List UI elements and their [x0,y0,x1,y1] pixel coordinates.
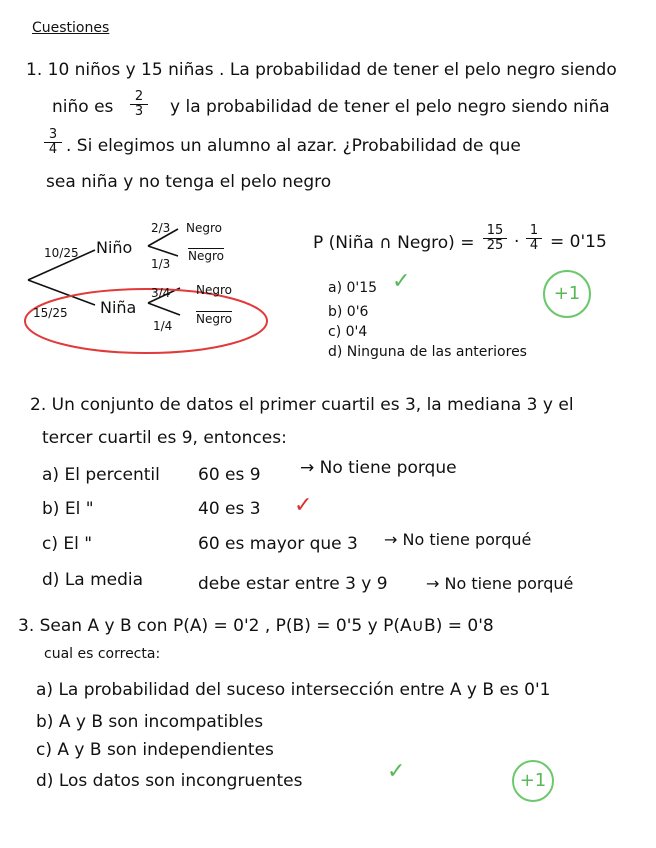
tree-nina-b2-prob: 1/4 [153,319,173,333]
q2-line1: 2. Un conjunto de datos el primer cuartil es 3, la mediana 3 y el [30,395,574,415]
q1-formula-dot: · [514,232,520,252]
q1-formula-result: = 0'15 [550,232,607,252]
tree-nina-b2: Negro [196,312,232,326]
q3-option-c: c) A y B son independientes [36,740,274,760]
q3-line1: 3. Sean A y B con P(A) = 0'2 , P(B) = 0'5 y P(A∪B) = 0'8 [18,616,494,636]
q2-option-c-value: 60 es mayor que 3 [198,534,358,554]
fraction-denominator: 4 [529,238,539,253]
tree-nino-b1-prob: 2/3 [151,221,171,235]
q1-line1: 1. 10 niños y 15 niñas . La probabilidad de tener el pelo negro siendo [26,60,617,80]
q2-option-d-note: → No tiene porqué [426,574,574,593]
tree-nina-b1: Negro [196,283,232,297]
tree-nino-b1: Negro [186,221,222,235]
fraction-denominator: 3 [134,104,144,119]
q3-check-icon: ✓ [387,759,406,784]
fraction-numerator: 1 [526,224,542,239]
q2-option-b-value: 40 es 3 [198,499,261,519]
q2-option-a-value: 60 es 9 [198,465,261,485]
q3-option-d: d) Los datos son incongruentes [36,771,303,791]
q3-option-b: b) A y B son incompatibles [36,712,264,732]
q2-option-d-value: debe estar entre 3 y 9 [198,574,388,594]
fraction-denominator: 25 [486,238,504,253]
tree-nina-prob: 15/25 [33,306,68,320]
q1-formula-fraction-2 [526,224,542,253]
q1-option-b: b) 0'6 [328,304,369,320]
page-title: Cuestiones [32,20,110,36]
fraction-numerator: 2 [130,90,148,105]
q1-option-d: d) Ninguna de las anteriores [328,344,527,360]
tree-nino-b2: Negro [188,249,224,263]
q1-option-c: c) 0'4 [328,324,368,340]
q1-check-icon: ✓ [392,269,411,294]
q1-line2a: niño es [52,97,114,117]
q3-line2: cual es correcta: [44,646,161,662]
q1-line3: . Si elegimos un alumno al azar. ¿Probabilidad de que [66,136,521,156]
q2-option-c-note: → No tiene porqué [384,530,532,549]
tree-nina: Niña [100,298,137,317]
tree-nino-b2-prob: 1/3 [151,257,171,271]
fraction-denominator: 4 [48,142,58,157]
q2-option-c-label: c) El " [42,534,93,554]
q3-option-a: a) La probabilidad del suceso intersección entre A y B es 0'1 [36,680,551,700]
q2-line2: tercer cuartil es 9, entonces: [42,428,287,448]
fraction-numerator: 3 [44,128,62,143]
q3-score-badge: +1 [512,760,554,802]
q1-score-badge: +1 [543,270,591,318]
q1-line4: sea niña y no tenga el pelo negro [46,172,332,192]
q2-option-b-label: b) El " [42,499,94,519]
q1-formula-fraction-1 [483,224,507,253]
q2-option-a-note: → No tiene porque [300,458,457,478]
fraction-numerator: 15 [483,224,507,239]
tree-nino: Niño [96,238,133,257]
q1-line2b: y la probabilidad de tener el pelo negro siendo niña [170,97,610,117]
q2-option-a-label: a) El percentil [42,465,160,485]
q2-check-icon: ✓ [294,493,313,518]
tree-nino-prob: 10/25 [44,246,79,260]
tree-branch-nina-2 [148,303,180,315]
tree-nina-b1-prob: 3/4 [151,286,171,300]
q1-formula-left: P (Niña ∩ Negro) = [313,233,475,253]
q1-option-a: a) 0'15 [328,280,378,296]
q2-option-d-label: d) La media [42,570,144,590]
